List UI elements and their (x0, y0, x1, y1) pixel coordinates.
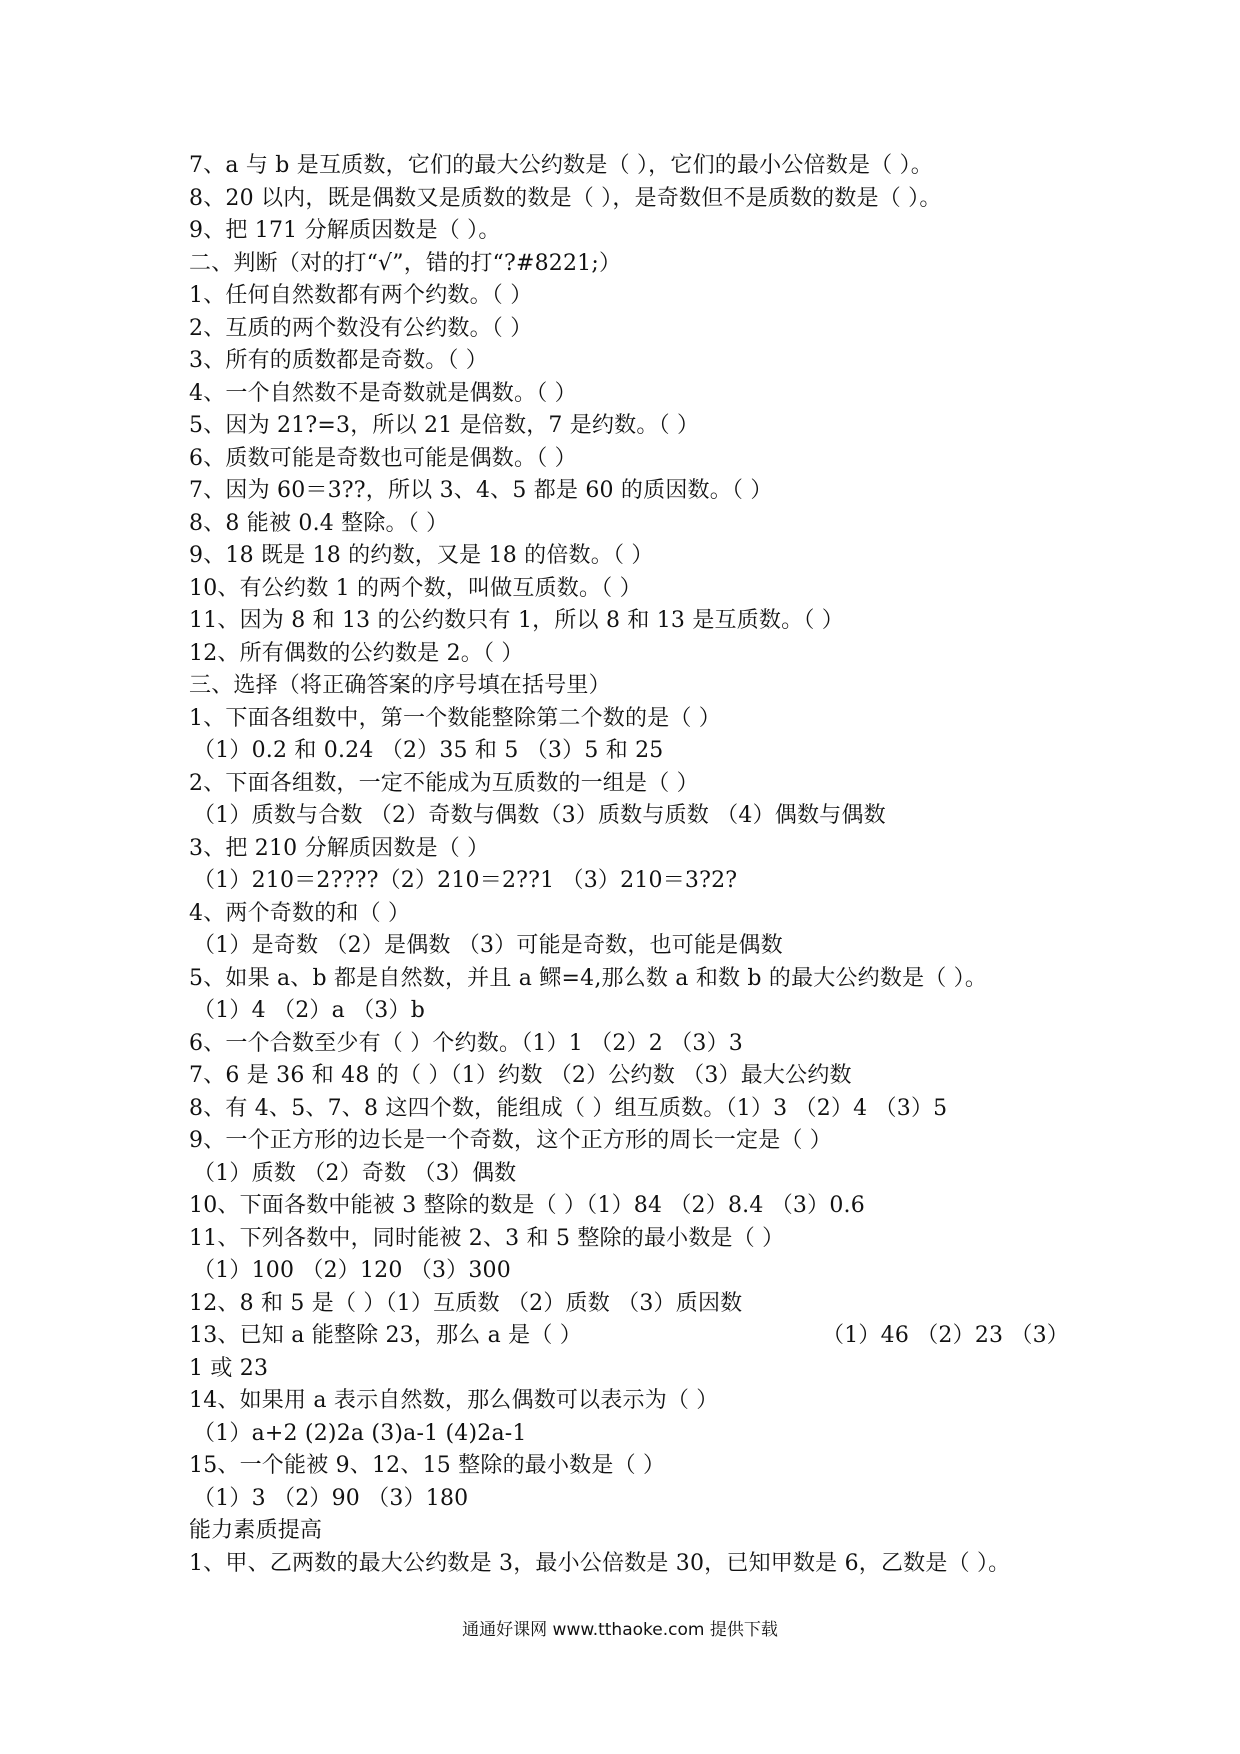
ability-item-1: 1、甲、乙两数的最大公约数是 3，最小公倍数是 30，已知甲数是 6，乙数是（ ）。 (189, 1550, 1011, 1576)
choice-item-10: 10、下面各数中能被 3 整除的数是（ ）（1）84 （2）8.4 （3）0.6 (189, 1193, 865, 1218)
choice-item-13 (189, 1320, 1069, 1353)
choice-item-12: 12、8 和 5 是（ ）（1）互质数 （2）质数 （3）质因数 (189, 1290, 743, 1316)
judge-item-12: 12、所有偶数的公约数是 2。（ ） (189, 640, 524, 666)
choice-item-4: 4、两个奇数的和（ ） (189, 900, 411, 926)
choice-item-8: 8、有 4、5、7、8 这四个数，能组成（ ）组互质数。（1）3 （2）4 （3）5 (189, 1095, 948, 1121)
choice-item-9: 9、一个正方形的边长是一个奇数，这个正方形的周长一定是（ ） (189, 1128, 832, 1153)
choice-item-13-options: （1）46 （2）23 （3） (822, 1323, 1069, 1348)
choice-item-1-options: （1）0.2 和 0.24 （2）35 和 5 （3）5 和 25 (193, 738, 664, 763)
question-7-coprime: 7、a 与 b 是互质数，它们的最大公约数是（ ），它们的最小公倍数是（ ）。 (189, 153, 933, 178)
judge-item-5: 5、因为 21?=3，所以 21 是倍数，7 是约数。（ ） (189, 413, 700, 438)
choice-item-14-options: （1）a+2 (2)2a (3)a-1 (4)2a-1 (193, 1420, 527, 1446)
judge-item-10: 10、有公约数 1 的两个数，叫做互质数。（ ） (189, 575, 642, 601)
choice-item-3: 3、把 210 分解质因数是（ ） (189, 835, 490, 861)
judge-item-8: 8、8 能被 0.4 整除。（ ） (189, 510, 449, 536)
choice-item-15: 15、一个能被 9、12、15 整除的最小数是（ ） (189, 1453, 666, 1478)
choice-item-2: 2、下面各组数，一定不能成为互质数的一组是（ ） (189, 770, 699, 796)
choice-item-15-options: （1）3 （2）90 （3）180 (193, 1485, 469, 1511)
choice-item-7: 7、6 是 36 和 48 的（ ）（1）约数 （2）公约数 （3）最大公约数 (189, 1063, 852, 1088)
choice-item-6: 6、一个合数至少有（ ）个约数。（1）1 （2）2 （3）3 (189, 1030, 743, 1056)
judge-item-3: 3、所有的质数都是奇数。（ ） (189, 348, 488, 373)
choice-item-11: 11、下列各数中，同时能被 2、3 和 5 整除的最小数是（ ） (189, 1225, 785, 1251)
choice-item-13-question: 13、已知 a 能整除 23，那么 a 是（ ） (189, 1323, 582, 1348)
judge-item-2: 2、互质的两个数没有公约数。（ ） (189, 315, 533, 341)
judge-item-1: 1、任何自然数都有两个约数。（ ） (189, 283, 533, 308)
judge-item-4: 4、一个自然数不是奇数就是偶数。（ ） (189, 380, 577, 406)
judge-item-11: 11、因为 8 和 13 的公约数只有 1，所以 8 和 13 是互质数。（ ） (189, 608, 844, 633)
choice-item-5-options: （1）4 （2）a （3）b (193, 998, 425, 1023)
worksheet-content (189, 150, 1069, 1580)
judge-item-7: 7、因为 60＝3??，所以 3、4、5 都是 60 的质因数。（ ） (189, 478, 773, 503)
choice-item-2-options: （1）质数与合数 （2）奇数与偶数（3）质数与质数 （4）偶数与偶数 (193, 803, 886, 828)
page-footer: 通通好课网 www.tthaoke.com 提供下载 (462, 1620, 778, 1640)
choice-item-11-options: （1）100 （2）120 （3）300 (193, 1258, 511, 1283)
section-heading-ability: 能力素质提高 (189, 1518, 323, 1543)
question-9-factorize-171: 9、把 171 分解质因数是（ ）。 (189, 218, 501, 243)
choice-item-4-options: （1）是奇数 （2）是偶数 （3）可能是奇数，也可能是偶数 (193, 933, 783, 958)
choice-item-1: 1、下面各组数中，第一个数能整除第二个数的是（ ） (189, 705, 721, 731)
section-heading-judge: 二、判断（对的打“√”，错的打“?#8221;） (189, 250, 622, 276)
question-8-even-prime: 8、20 以内，既是偶数又是质数的数是（ ），是奇数但不是质数的数是（ ）。 (189, 185, 942, 211)
judge-item-6: 6、质数可能是奇数也可能是偶数。（ ） (189, 445, 577, 471)
section-heading-choice: 三、选择（将正确答案的序号填在括号里） (189, 673, 611, 698)
choice-item-13-continued: 1 或 23 (189, 1355, 269, 1381)
choice-item-14: 14、如果用 a 表示自然数，那么偶数可以表示为（ ） (189, 1388, 719, 1413)
judge-item-9: 9、18 既是 18 的约数，又是 18 的倍数。（ ） (189, 543, 654, 568)
choice-item-5: 5、如果 a、b 都是自然数，并且 a 鳏=4,那么数 a 和数 b 的最大公约数是（ ）。 (189, 965, 988, 991)
choice-item-9-options: （1）质数 （2）奇数 （3）偶数 (193, 1160, 517, 1186)
choice-item-3-options: （1）210＝2????（2）210＝2??1 （3）210＝3?2? (193, 868, 738, 893)
